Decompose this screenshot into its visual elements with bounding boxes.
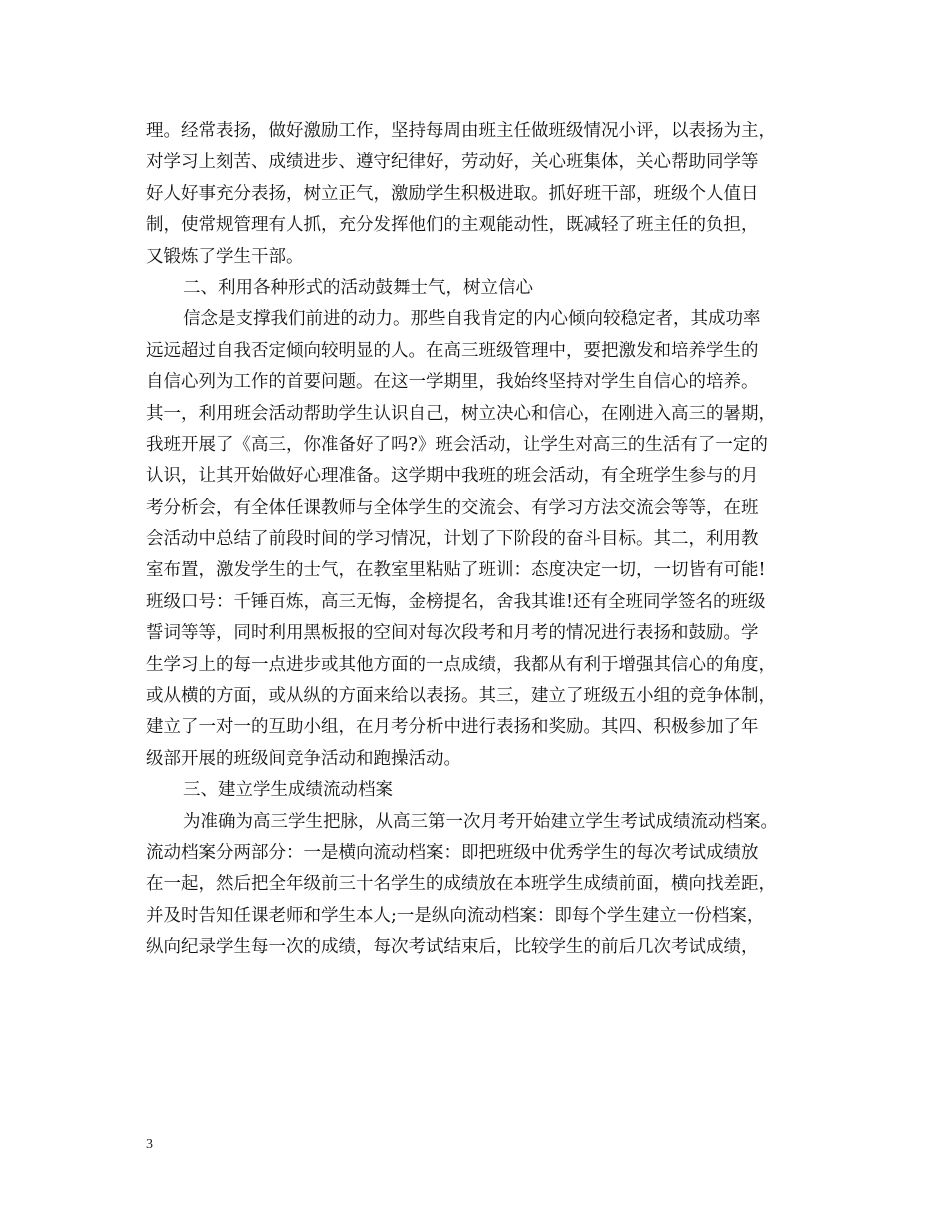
text-line: 理。经常表扬，做好激励工作，坚持每周由班主任做班级情况小评，以表扬为主， bbox=[146, 121, 776, 141]
text-line: 考分析会，有全体任课教师与全体学生的交流会、有学习方法交流会等等，在班 bbox=[146, 497, 759, 518]
text-line: 纵向纪录学生每一次的成绩，每次考试结束后，比较学生的前后几次考试成绩， bbox=[146, 937, 759, 958]
text-line: 制，使常规管理有人抓，充分发挥他们的主观能动性，既减轻了班主任的负担， bbox=[146, 215, 759, 236]
text-line: 又锻炼了学生干部。 bbox=[146, 246, 304, 267]
text-line: 对学习上刻苦、成绩进步、遵守纪律好，劳动好，关心班集体，关心帮助同学等 bbox=[146, 152, 759, 173]
text-line: 生学习上的每一点进步或其他方面的一点成绩，我都从有利于增强其信心的角度， bbox=[146, 654, 776, 675]
text-line: 级部开展的班级间竞争活动和跑操活动。 bbox=[146, 748, 461, 769]
section-heading-3: 三、建立学生成绩流动档案 bbox=[183, 780, 393, 801]
text-line: 誓词等等，同时利用黑板报的空间对每次段考和月考的情况进行表扬和鼓励。学 bbox=[146, 623, 759, 644]
text-line: 会活动中总结了前段时间的学习情况，计划了下阶段的奋斗目标。其二，利用教 bbox=[146, 529, 759, 550]
text-line: 班级口号：千锤百炼，高三无悔，金榜提名，舍我其谁!还有全班同学签名的班级 bbox=[146, 591, 766, 612]
text-line: 认识，让其开始做好心理准备。这学期中我班的班会活动，有全班学生参与的月 bbox=[146, 466, 759, 487]
text-line: 建立了一对一的互助小组，在月考分析中进行表扬和奖励。其四、积极参加了年 bbox=[146, 717, 759, 738]
text-line: 在一起，然后把全年级前三十名学生的成绩放在本班学生成绩前面，横向找差距， bbox=[146, 874, 776, 895]
text-line: 自信心列为工作的首要问题。在这一学期里，我始终坚持对学生自信心的培养。 bbox=[146, 372, 759, 393]
page-number: 3 bbox=[146, 1137, 153, 1152]
text-line: 信念是支撑我们前进的动力。那些自我肯定的内心倾向较稳定者，其成功率 bbox=[183, 309, 761, 330]
text-line: 室布置，激发学生的士气，在教室里粘贴了班训：态度决定一切，一切皆有可能! bbox=[146, 560, 766, 581]
text-line: 好人好事充分表扬，树立正气，激励学生积极进取。抓好班干部，班级个人值日 bbox=[146, 183, 759, 204]
text-line: 并及时告知任课老师和学生本人;一是纵向流动档案：即每个学生建立一份档案， bbox=[146, 905, 765, 926]
section-heading-2: 二、利用各种形式的活动鼓舞士气，树立信心 bbox=[183, 277, 533, 298]
text-line: 我班开展了《高三，你准备好了吗?》班会活动，让学生对高三的生活有了一定的 bbox=[146, 434, 768, 455]
body-text bbox=[146, 116, 816, 964]
text-line: 或从横的方面，或从纵的方面来给以表扬。其三，建立了班级五小组的竞争体制， bbox=[146, 686, 776, 707]
text-line: 为准确为高三学生把脉，从高三第一次月考开始建立学生考试成绩流动档案。 bbox=[183, 811, 778, 832]
text-line: 其一，利用班会活动帮助学生认识自己，树立决心和信心，在刚进入高三的暑期， bbox=[146, 403, 776, 424]
text-line: 远远超过自我否定倾向较明显的人。在高三班级管理中，要把激发和培养学生的 bbox=[146, 340, 759, 361]
text-line: 流动档案分两部分：一是横向流动档案：即把班级中优秀学生的每次考试成绩放 bbox=[146, 842, 759, 863]
